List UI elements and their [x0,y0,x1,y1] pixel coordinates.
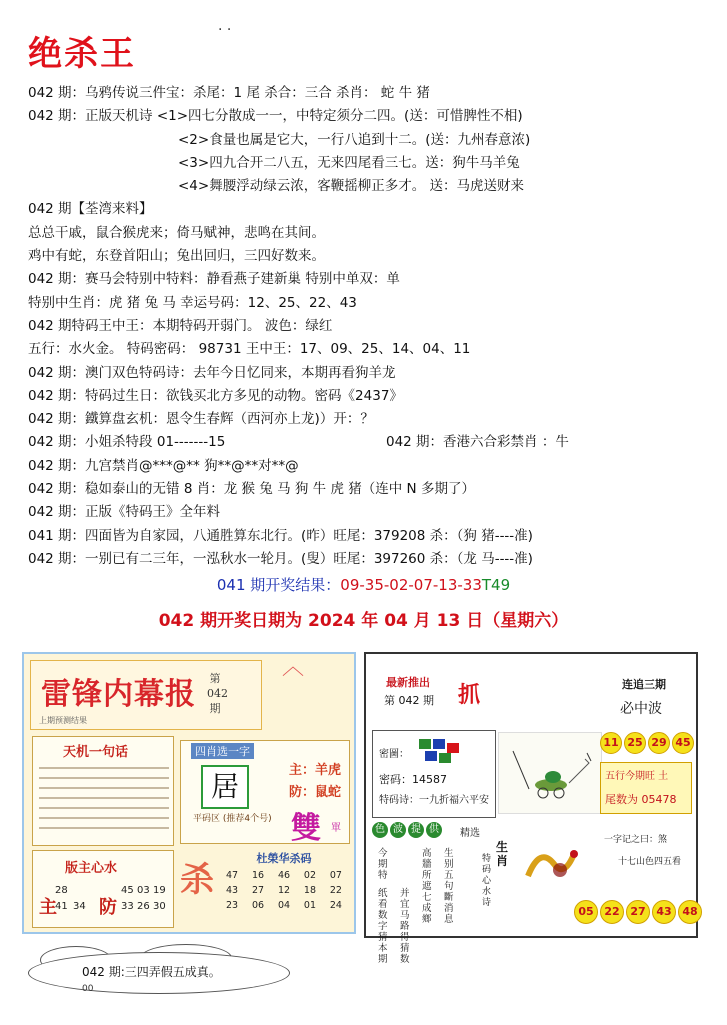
prediction-line [28,431,708,454]
color-bar-char: 供 [426,822,442,838]
sixiao-box [180,740,350,844]
yizi-label: 一字记之曰：煞 [604,835,668,845]
prediction-line [28,478,708,501]
banzhu-num: 03 [137,885,150,896]
color-bar-char: 波 [390,822,406,838]
prediction-lines [28,82,708,571]
line-text: 特别中生肖：虎 猪 兔 马 幸运号码：12、25、22、43 [28,294,357,311]
prediction-line [28,362,708,385]
shama-row [222,870,346,881]
banzhu-title: 版主心水 [65,861,118,876]
prediction-line [28,338,708,361]
snake-icon [520,840,580,886]
sixiao-title: 四肖选一字 [191,743,254,759]
prediction-line [28,152,708,175]
weishu-text: 尾数为 05478 [605,793,677,806]
top-balls [600,732,694,754]
shama-num: 24 [329,900,342,911]
color-bar-char: 色 [372,822,388,838]
lianzhui-label: 连追三期 [622,678,666,691]
color-bar [372,822,442,838]
prediction-line [28,245,708,268]
mima-label: 密圖： [379,749,409,760]
dan-char: 單 [331,823,341,834]
shama-num: 07 [329,870,342,881]
bizhong-label: 必中波 [620,701,662,717]
text-line [39,797,169,799]
banzhu-num: 34 [73,901,86,912]
color-bar-tail: 精选 [460,828,480,839]
chevron-up-icon: ︿ [282,655,305,680]
line-text: 042 期：稳如泰山的无错 8 肖：龙 猴 兔 马 狗 牛 虎 猪（连中 N 多期了） [28,481,475,498]
banzhu-box [32,850,174,928]
prediction-line [28,82,708,105]
banzhu-num: 19 [153,885,166,896]
left-panel-subtitle: 上期预测结果 [39,716,87,725]
left-panel-title: 雷锋内幕报 [41,677,196,712]
shama-num: 46 [277,870,291,881]
number-ball: 22 [600,900,624,924]
line-text: 042 期特码王中王：本期特码开弱门。 波色：绿红 [28,317,333,334]
bottom-balls [574,900,702,924]
fang-animals: 防：鼠蛇 [289,785,342,800]
right-issue: 第 042 期 [384,694,434,707]
banzhu-num: 30 [153,901,166,912]
line-right-text: 042 期：香港六合彩禁肖 ：牛 [386,434,569,451]
mima-box [372,730,496,818]
line-text: <4>舞腰浮动绿云浓，客鞭摇柳正多才。 送：马虎送财来 [178,178,525,195]
text-line [39,787,169,789]
corner-dots: . . [218,18,232,34]
tema-col: 特码心水诗 [482,854,492,908]
number-ball: 11 [600,732,622,754]
poem-col: 并宜马路得猜数 [400,888,410,965]
poem-col: 高牆所遮七成鄉 [422,848,432,925]
shuang-char: 雙 [291,811,321,846]
banzhu-num: 45 [121,885,134,896]
prediction-line [28,385,708,408]
shengxiao-label: 生肖 [496,840,509,868]
ju-char: 居 [201,765,249,809]
number-ball: 43 [652,900,676,924]
line-text: 041 期：四面皆为自家园，八通胜算东北行。(昨）旺尾：379208 杀：（狗 猪----准) [28,527,533,544]
shama-num: 18 [303,885,316,896]
number-ball: 48 [678,900,702,924]
zhua-char: 抓 [458,683,481,708]
text-line [39,777,169,779]
result-nums-3: 33 [462,576,482,594]
prediction-line [28,198,708,221]
sha-char: 杀 [180,860,214,900]
line-text: 五行：水火金。 特码密码： 98731 王中王：17、09、25、14、04、11 [28,341,471,358]
snake-svg [520,840,580,886]
tianji-title: 天机一句话 [63,745,129,760]
prediction-line [28,175,708,198]
page-title: 绝杀王 [28,34,136,74]
line-text: 042 期：一别已有二三年，一泓秋水一轮月。(叟）旺尾：397260 杀：（龙 马----准) [28,550,533,567]
cloud-mark: 00 [82,984,94,994]
result-special: T49 [481,576,511,594]
prediction-line [28,292,708,315]
result-nums-2: 02-07-13- [389,576,463,594]
tema-poem: 特码诗：一九折福六平安 [379,795,489,806]
prediction-line [28,501,708,524]
prediction-line [28,129,708,152]
fang-label: 防 [99,897,117,918]
line-text: 042 期：正版天机诗 <1>四七分散成一一，中特定须分二四。(送：可惜脾性不相) [28,108,523,125]
line-text: 042 期：正版《特码王》全年料 [28,504,221,521]
text-line [39,827,169,829]
prediction-line [28,268,708,291]
banzhu-num: 28 [55,885,68,896]
line-text: 042 期：特码过生日：欲钱买北方多见的动物。密码《2437》 [28,387,403,404]
tianji-box [32,736,174,846]
number-ball: 29 [648,732,670,754]
shama-num: 16 [251,870,265,881]
line-text: 042 期：赛马会特别中特料：静看燕子建新巢 特别中单双：单 [28,271,400,288]
line-text: <3>四九合开二八五，无来四尾看三七。送：狗牛马羊兔 [178,154,520,171]
shama-num: 47 [226,870,239,881]
number-ball: 45 [672,732,694,754]
line-text: 鸡中有蛇，东登首阳山；兔出回归，三四好数来。 [28,248,325,265]
riddle-picture [498,732,602,814]
frog-cart-icon [499,733,601,813]
banzhu-num: 41 [55,901,68,912]
shama-num: 23 [226,900,239,911]
wuxing-text: 五行今期旺 土 [605,771,669,782]
right-panel [364,652,698,965]
line-text: 总总干戚，鼠合猴虎来；倚马赋神，悲鸣在其间。 [28,224,325,241]
banzhu-num: 33 [121,901,134,912]
shama-num: 43 [226,885,239,896]
result-nums-1: 09-35- [340,576,390,594]
banzhu-num: 26 [137,901,150,912]
last-result [0,574,727,595]
text-line [39,767,169,769]
left-panel-issue: 第042期 [207,672,228,715]
number-ball: 05 [574,900,598,924]
logo-icon [419,739,463,765]
poem-col: 今期特 [378,848,388,881]
shama-num: 06 [251,900,265,911]
mima-code: 密码：14587 [379,773,447,786]
prediction-line [28,222,708,245]
prediction-line [28,408,708,431]
line-text: 042 期：乌鸦传说三件宝：杀尾：1 尾 杀合：三合 杀肖： 蛇 牛 猪 [28,85,430,101]
zhu-animals: 主：羊虎 [289,763,342,778]
left-panel-header [30,660,262,730]
text-line [39,817,169,819]
shama-row [222,900,346,911]
prediction-line [28,105,708,128]
color-bar-char: 提 [408,822,424,838]
shama-num: 27 [251,885,265,896]
prediction-line [28,315,708,338]
number-ball: 27 [626,900,650,924]
shama-num: 04 [277,900,291,911]
result-label: 041 期开奖结果： [216,576,341,594]
line-text: 042 期：澳门双色特码诗：去年今日忆同来，本期再看狗羊龙 [28,364,396,381]
line-text: 042 期：九宫禁肖@***@** 狗**@**对**@ [28,457,299,474]
line-text: 042 期：鐵算盘玄机：恩令生春辉（西河亦上龙)）开：？ [28,411,374,428]
text-line [39,807,169,809]
prediction-line [28,455,708,478]
pingma-label: 平码区 (推荐4个号) [193,814,272,824]
shama-row [222,885,346,896]
left-panel [22,652,356,934]
shama-num: 22 [329,885,342,896]
shama-title: 杜榮华杀码 [256,852,312,865]
prediction-line [28,525,708,548]
shama-num: 01 [303,900,316,911]
shama-box [222,850,346,926]
zhu-label: 主 [39,897,57,918]
cloud-text: 042 期:三四弄假五成真。 [82,965,221,979]
draw-date: 042 期开奖日期为 2024 年 04 月 13 日（星期六） [158,611,569,631]
shama-num: 02 [303,870,316,881]
number-ball: 25 [624,732,646,754]
line-text: 042 期：小姐杀特段 01-------15 [28,434,226,451]
new-label: 最新推出 [386,676,430,689]
poem-col: 生别五句斷消息 [444,848,454,925]
wuxing-box [600,762,692,814]
shiqi-label: 十七山色四五看 [618,857,682,867]
line-text: 042 期【荃湾来料】 [28,201,153,218]
line-text: <2>食量也属是它大，一行八追到十二。(送：九州春意浓) [178,131,531,148]
poem-col: 纸看数字猜本期 [378,888,388,965]
shama-num: 12 [277,885,291,896]
prediction-line [28,548,708,571]
